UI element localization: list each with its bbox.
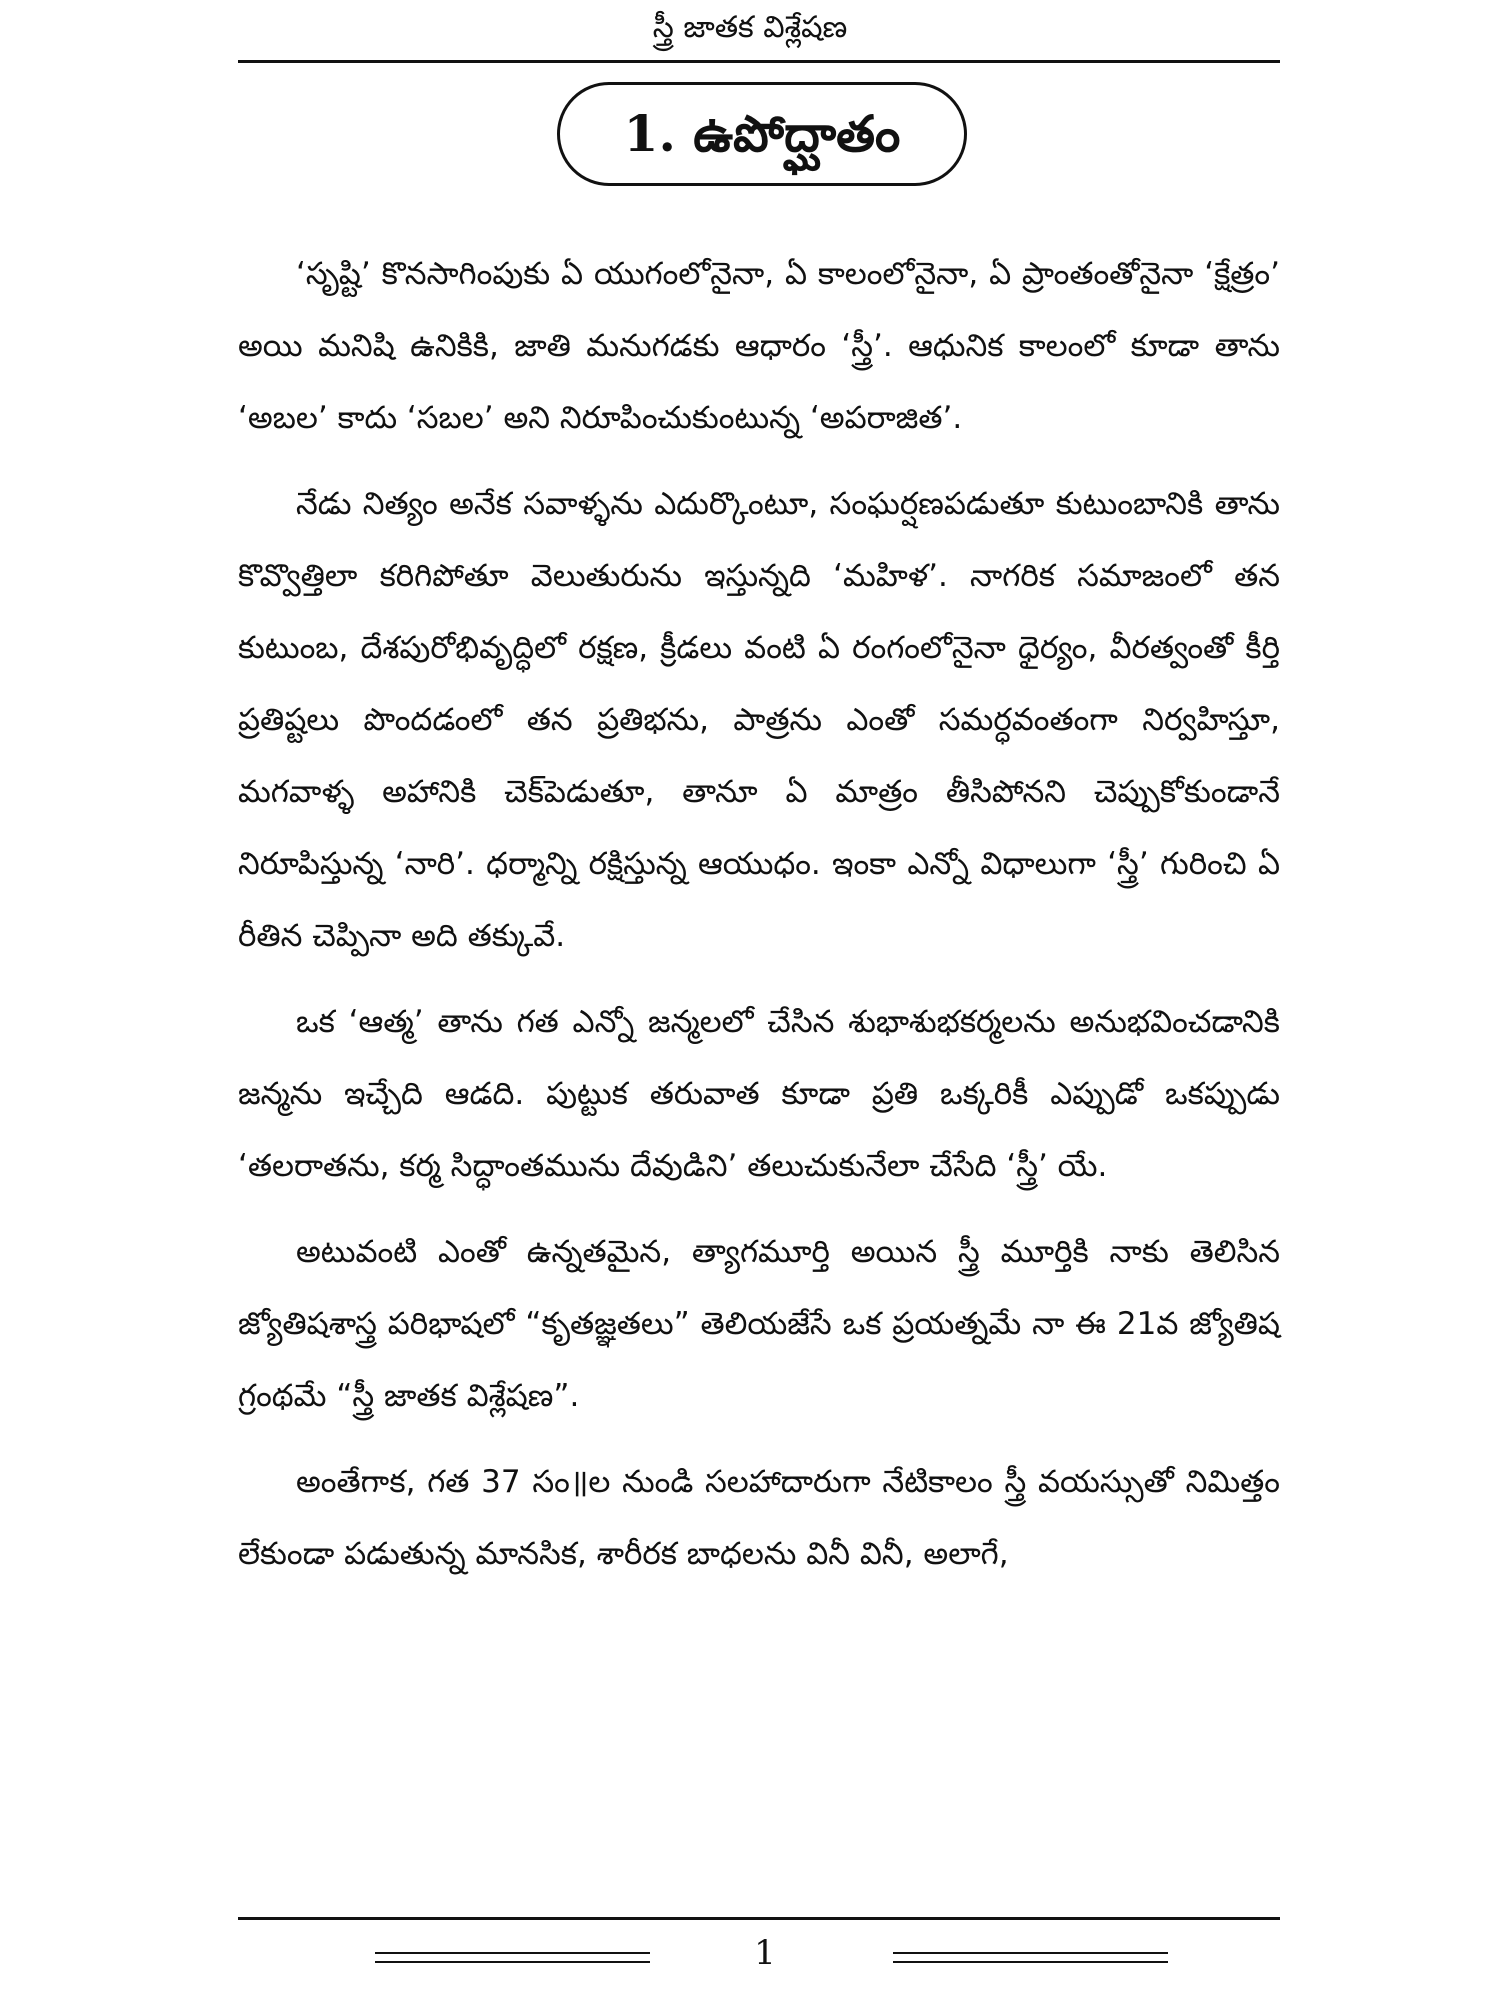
paragraph-5: అంతేగాక, గత 37 సం॥ల నుండి సలహాదారుగా నేటికాలం స్త్రీ వయస్సుతో నిమిత్తం లేకుండా పడుతున్న మానసిక, శారీరక బాధలను వినీ వినీ, అలాగే,	[238, 1464, 1280, 1572]
paragraph-3: ఒక ‘ఆత్మ’ తాను గత ఎన్నో జన్మలలో చేసిన శుభాశుభకర్మలను అనుభవించడానికి జన్మను ఇచ్చేది ఆడది. పుట్టుక తరువాత కూడా ప్రతి ఒక్కరికీ ఎప్పుడో ఒకప్పుడు ‘తలరాతను, కర్మ సిద్ధాంతమును దేవుడిని’ తలుచుకునేలా చేసేది ‘స్త్రీ’ యే.	[238, 1004, 1280, 1184]
paragraph-2: నేడు నిత్యం అనేక సవాళ్ళను ఎదుర్కొంటూ, సంఘర్షణపడుతూ కుటుంబానికి తాను కొవ్వొత్తిలా కరిగిపోతూ వెలుతురును ఇస్తున్నది ‘మహిళ’. నాగరిక సమాజంలో తన కుటుంబ, దేశపురోభివృద్ధిలో రక్షణ, క్రీడలు వంటి ఏ రంగంలోనైనా ధైర్యం, వీరత్వంతో కీర్తి ప్రతిష్టలు పొందడంలో తన ప్రతిభను, పాత్రను ఎంతో సమర్ధవంతంగా నిర్వహిస్తూ, మగవాళ్ళ అహానికి చెక్‌పెడుతూ, తానూ ఏ మాత్రం తీసిపోనని చెప్పుకోకుండానే నిరూపిస్తున్న ‘నారి’. ధర్మాన్ని రక్షిస్తున్న ఆయుధం. ఇంకా ఎన్నో విధాలుగా ‘స్త్రీ’ గురించి ఏ రీతిన చెప్పినా అది తక్కువే.	[238, 486, 1280, 954]
header-rule	[238, 60, 1280, 63]
body-text	[238, 238, 1280, 1604]
chapter-title-box	[557, 82, 967, 186]
paragraph-1: ‘సృష్టి’ కొనసాగింపుకు ఏ యుగంలోనైనా, ఏ కాలంలోనైనా, ఏ ప్రాంతంతోనైనా ‘క్షేత్రం’ అయి మనిషి ఉనికికి, జాతి మనుగడకు ఆధారం ‘స్త్రీ’. ఆధునిక కాలంలో కూడా తాను ‘అబల’ కాదు ‘సబల’ అని నిరూపించుకుంటున్న ‘అపరాజిత’.	[238, 256, 1280, 436]
page-number: 1	[754, 1933, 776, 1973]
footer-rule	[238, 1917, 1280, 1920]
running-header: స్త్రీ జాతక విశ్లేషణ	[652, 10, 848, 45]
chapter-title: 1. ఉపోద్ఘాతం	[623, 104, 901, 163]
paragraph-4: అటువంటి ఎంతో ఉన్నతమైన, త్యాగమూర్తి అయిన స్త్రీ మూర్తికి నాకు తెలిసిన జ్యోతిషశాస్త్ర పరిభాషలో “కృతజ్ఞతలు” తెలియజేసే ఒక ప్రయత్నమే నా ఈ 21వ జ్యోతిష గ్రంథమే “స్త్రీ జాతక విశ్లేషణ”.	[238, 1234, 1280, 1414]
footer-ornament-left	[375, 1952, 650, 1963]
footer-ornament-right	[893, 1952, 1168, 1963]
